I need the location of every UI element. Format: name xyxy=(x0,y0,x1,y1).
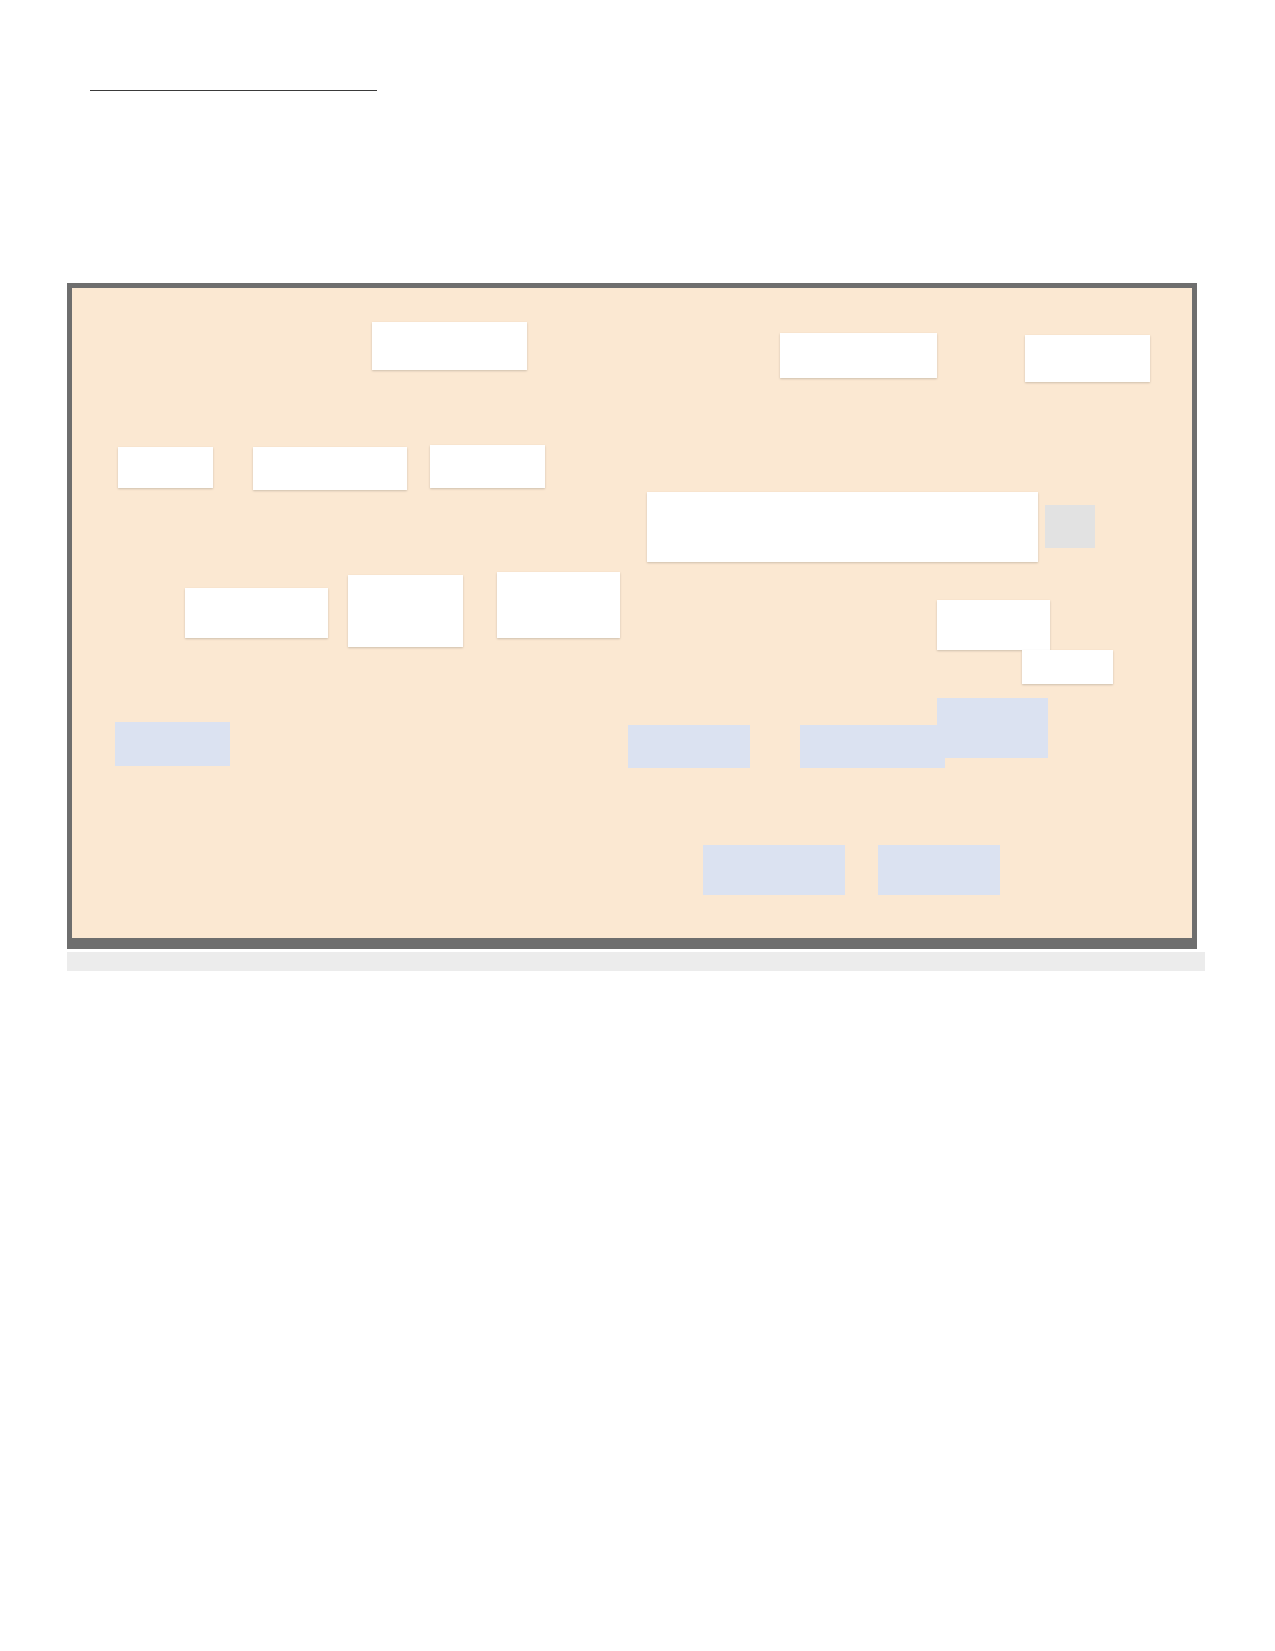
name-blank[interactable] xyxy=(90,72,377,91)
answer-box-bottom-right-2[interactable] xyxy=(1022,650,1113,684)
answer-box-13[interactable] xyxy=(115,722,230,766)
answer-box-4[interactable] xyxy=(348,575,463,647)
answer-box-7[interactable] xyxy=(1045,505,1095,548)
answer-box-15[interactable] xyxy=(800,725,945,768)
answer-box-3[interactable] xyxy=(185,588,328,638)
answer-box-8[interactable] xyxy=(780,333,937,378)
answer-box-16[interactable] xyxy=(878,845,1000,895)
name-row xyxy=(88,72,377,97)
answer-box-bottom-right-1[interactable] xyxy=(937,600,1050,650)
label-box-prometaphase-i xyxy=(253,447,407,490)
answer-box-5[interactable] xyxy=(430,445,545,488)
answer-box-17[interactable] xyxy=(937,698,1048,758)
label-box-prometaphase xyxy=(703,845,845,895)
figure-caption xyxy=(67,952,1205,971)
answer-box-1[interactable] xyxy=(118,447,213,488)
answer-box-top-right[interactable] xyxy=(1025,335,1150,382)
answer-box-6[interactable] xyxy=(497,572,620,638)
diagram xyxy=(67,283,1197,949)
answer-box-2[interactable] xyxy=(372,322,527,370)
label-band-meiosis-ii xyxy=(647,492,1038,562)
answer-box-14[interactable] xyxy=(628,725,750,768)
